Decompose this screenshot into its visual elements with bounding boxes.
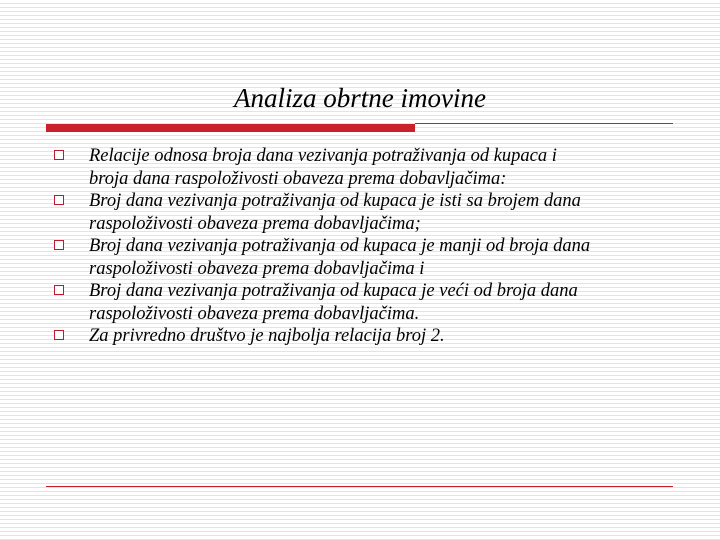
hollow-square-bullet-icon [54,195,64,205]
footer-divider [46,486,673,487]
bullet-text-line: Broj dana vezivanja potraživanja od kupaca je veći od broja dana [89,281,578,301]
slide-title: Analiza obrtne imovine [234,83,486,113]
title-underline-thin [415,123,673,124]
bullet-text-line: Broj dana vezivanja potraživanja od kupaca je isti sa brojem dana [89,191,581,211]
bullet-item [52,145,682,190]
hollow-square-bullet-icon [54,240,64,250]
bullet-text-line: raspoloživosti obaveza prema dobavljačima; [89,213,421,234]
title-underline-thick [46,124,415,132]
bullet-text-line: raspoloživosti obaveza prema dobavljačima i [89,258,425,279]
bullet-text-line: Broj dana vezivanja potraživanja od kupaca je manji od broja dana [89,236,591,256]
hollow-square-bullet-icon [54,150,64,160]
hollow-square-bullet-icon [54,330,64,340]
bullet-item [52,235,682,280]
bullet-list [52,145,682,348]
bullet-text-line: broja dana raspoloživosti obaveza prema dobavljačima: [89,168,507,189]
bullet-item [52,280,682,325]
bullet-text-line: Relacije odnosa broja dana vezivanja potraživanja od kupaca i [89,146,557,166]
bullet-text-line: raspoloživosti obaveza prema dobavljačima. [89,303,420,324]
bullet-item [52,325,682,348]
bullet-text-line: Za privredno društvo je najbolja relacija broj 2. [89,326,445,346]
bullet-item [52,190,682,235]
hollow-square-bullet-icon [54,285,64,295]
